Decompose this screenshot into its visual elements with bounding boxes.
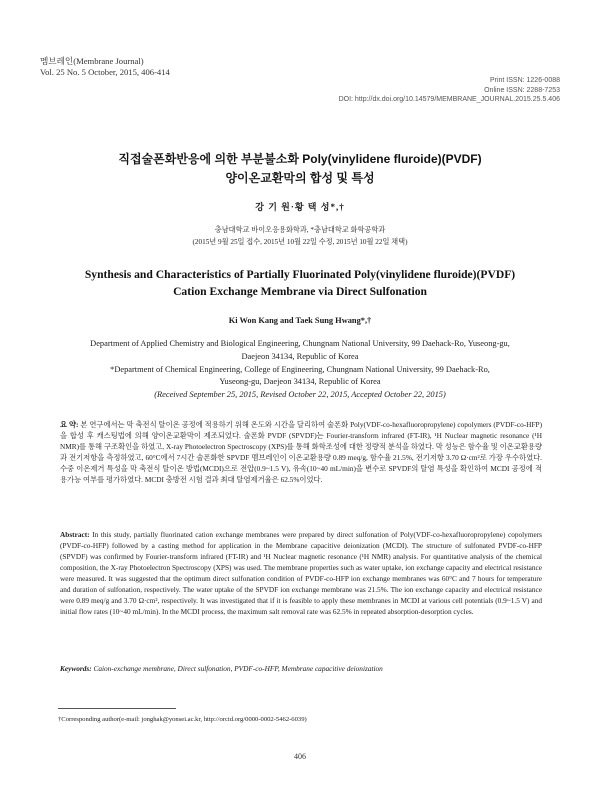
- footnote: †Corresponding author(e-mail: jonghak@yonsei.ac.kr, http://orcid.org/0000-0002-5462-6039): [58, 716, 307, 723]
- english-abstract-label: Abstract:: [60, 530, 90, 539]
- keywords-label: Keywords:: [60, 664, 92, 673]
- korean-dates: (2015년 9월 25일 접수, 2015년 10월 22일 수정, 2015년 10월 22일 채택): [192, 237, 408, 246]
- doi-link[interactable]: DOI: http://dx.doi.org/10.14579/MEMBRANE_JOURNAL.2015.25.5.406: [338, 96, 560, 104]
- journal-name: 멤브레인(Membrane Journal): [40, 56, 144, 66]
- english-title: [40, 266, 560, 301]
- english-abstract-text: In this study, partially fluorinated cation exchange membranes were prepared by direct sulfonation of Poly(VDF-co-hexafluoropropylene) copolymers (PVDF-co-HFP) followed by a casting method for application in the Membrane capacitive deionization (MCDI). The structure of sulfonated PVDF-co-HFP (SPVDF) was confirmed by Fourier-transform infrared (FT-IR) and ¹H Nuclear magnetic resonance (¹H NMR) analysis. For quantitative analysis of the chemical composition, the X-ray Photoelectron Spectroscopy (XPS) was used. The membrane properties such as water uptake, ion exchange capacity and electrical resistance were measured. It was suggested that the optimum direct sulfonation condition of PVDF-co-HFP ion exchange membranes was 60°C and 7 hours for temperature and duration of sulfonation, respectively. The water uptake of the SPVDF ion exchange membrane was 21.5%. The ion exchange capacity and electrical resistance were 0.89 meq/g and 3.70 Ω·cm², respectively. It was investigated that if it is feasible to apply these membranes in MCDI at various cell potentials (0.9~1.5 V) and initial flow rates (10~40 mL/min). In the MCDI process, the maximum salt removal rate was 62.5% in repeated absorption-desorption cycles.: [60, 530, 542, 616]
- online-issn: Online ISSN: 2288-7253: [484, 86, 560, 94]
- english-abstract: [60, 530, 542, 618]
- korean-abstract: [60, 420, 542, 486]
- page-number: 406: [294, 752, 306, 761]
- english-affiliation2-line1: *Department of Chemical Engineering, College of Engineering, Chungnam National University, 99 Daehack-Ro,: [110, 364, 490, 374]
- korean-authors: 강 기 원·황 택 성*,†: [255, 202, 345, 212]
- issn-block: [339, 76, 560, 105]
- english-affiliation2-line2: Yuseong-gu, Daejeon 34134, Republic of Korea: [219, 377, 381, 387]
- keywords-text: Caion-exchange membrane, Direct sulfonation, PVDF-co-HFP, Membrane capacitive deionization: [93, 664, 383, 673]
- korean-abstract-label: 요 약:: [60, 420, 79, 429]
- journal-volume: Vol. 25 No. 5 October, 2015, 406-414: [40, 67, 170, 78]
- korean-title: [40, 150, 560, 187]
- english-affiliation1-line2: Daejeon 34134, Republic of Korea: [241, 351, 359, 361]
- korean-title-line1: 직접술폰화반응에 의한 부분불소화 Poly(vinylidene fluroide)(PVDF): [118, 152, 482, 166]
- english-title-line2: Cation Exchange Membrane via Direct Sulfonation: [173, 285, 427, 299]
- korean-affiliation-block: [40, 225, 560, 248]
- korean-abstract-text: 본 연구에서는 막 축전식 탈이온 공정에 적용하기 위해 온도와 시간을 달리하여 술폰화 Poly(VDF-co-hexafluoropropylene) copolymers (PVDF-co-HFP)을 합성 후 캐스팅법에 의해 양이온교환막이 제조되었다. 술폰화 PVDF (SPVDF)는 Fourier-transform infrared (FT-IR), ¹H Nuclear magnetic resonance (¹H NMR)를 통해 구조확인을 하였고, X-ray Photoelectron Spectroscopy (XPS)를 통해 화학조성에 대한 정량적 분석을 하였다. 막 성능은 함수율 및 이온교환용량과 전기저항을 측정하였고, 60°C에서 7시간 술폰화한 SPVDF 멤브레인이 이온교환용량 0.89 meq/g, 함수율 21.5%, 전기저항 3.70 Ω·cm²로 가장 우수하였다. 수중 이온제거 특성을 막 축전식 탈이온 방법(MCDI)으로 전압(0.9~1.5 V), 유속(10~40 mL/min)을 변수로 SPVDF의 탈염 특성을 확인하여 MCDI 공정에 적용가능 여부를 평가하였다. MCDI 충방전 시험 결과 최대 탈염제거율은 62.5%이었다.: [60, 420, 542, 484]
- print-issn: Print ISSN: 1226-0088: [489, 77, 560, 84]
- english-affiliation-block: [28, 338, 572, 402]
- english-title-line1: Synthesis and Characteristics of Partially Fluorinated Poly(vinylidene fluroide)(PVDF): [84, 268, 516, 281]
- footnote-divider: [58, 708, 176, 709]
- keywords: [60, 664, 542, 675]
- english-dates: (Received September 25, 2015, Revised October 22, 2015, Accepted October 22, 2015): [154, 390, 446, 400]
- english-affiliation1-line1: Department of Applied Chemistry and Biological Engineering, Chungnam National University, 99 Daehack-Ro, Yuseong-gu,: [90, 339, 510, 348]
- korean-affiliation: 충남대학교 바이오응용화학과, *충남대학교 화학공학과: [214, 226, 386, 234]
- korean-title-line2: 양이온교환막의 합성 및 특성: [225, 170, 375, 185]
- english-authors: Ki Won Kang and Taek Sung Hwang*,†: [228, 316, 372, 325]
- journal-header: [40, 56, 170, 78]
